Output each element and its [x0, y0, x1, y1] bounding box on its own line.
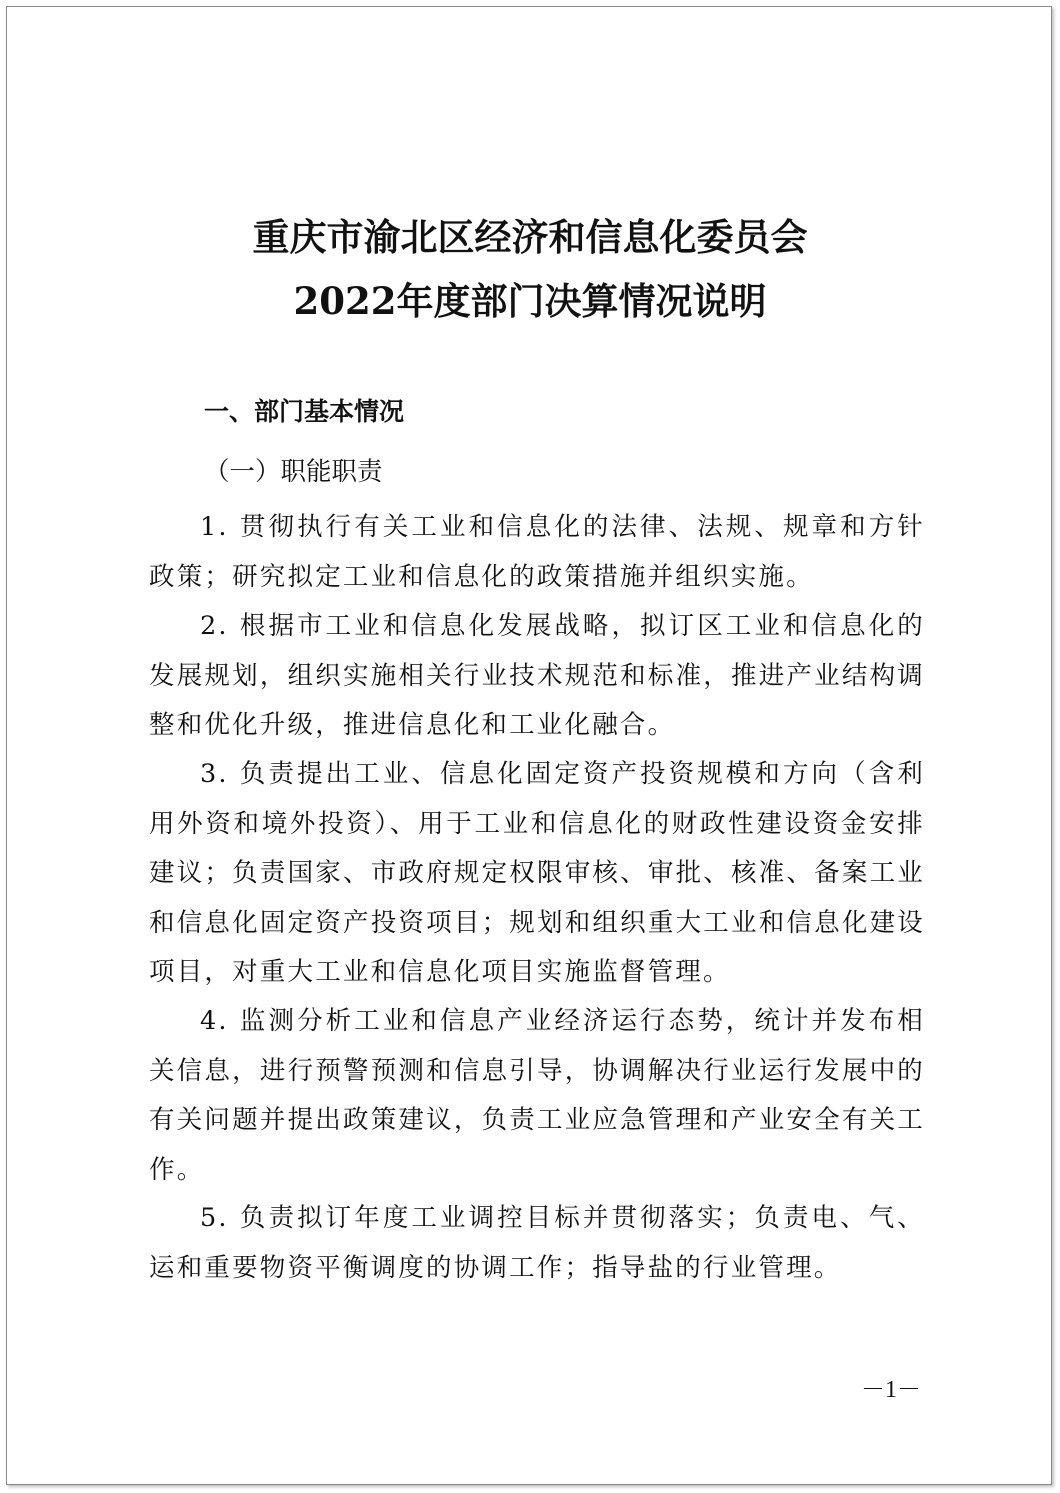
duty-paragraph-3: 3. 负责提出工业、信息化固定资产投资规模和方向（含利用外资和境外投资）、用于工业和信息化的财政性建设资金安排建议；负责国家、市政府规定权限审核、审批、核准、备案工业和信息化固定资产投资项目；规划和组织重大工业和信息化建设项目，对重大工业和信息化项目实施监督管理。: [149, 759, 925, 987]
section-heading-basic-info: 一、部门基本情况: [204, 397, 405, 426]
duty-paragraph-5: 5. 负责拟订年度工业调控目标并贯彻落实；负责电、气、运和重要物资平衡调度的协调工作；指导盐的行业管理。: [149, 1203, 925, 1283]
subsection-heading-duties: （一）职能职责: [204, 457, 383, 487]
page-number: －1－: [861, 1377, 921, 1403]
document-page: [6, 6, 1052, 1485]
document-title-line-2: 2022年度部门决算情况说明: [293, 279, 767, 323]
duty-paragraph-2: 2. 根据市工业和信息化发展战略，拟订区工业和信息化的发展规划，组织实施相关行业技术规范和标准，推进产业结构调整和优化升级，推进信息化和工业化融合。: [149, 611, 925, 740]
document-title-line-1: 重庆市渝北区经济和信息化委员会: [252, 215, 808, 259]
duty-paragraph-4: 4. 监测分析工业和信息产业经济运行态势，统计并发布相关信息，进行预警预测和信息引导，协调解决行业运行发展中的有关问题并提出政策建议，负责工业应急管理和产业安全有关工作。: [149, 1006, 925, 1185]
duty-paragraph-1: 1. 贯彻执行有关工业和信息化的法律、法规、规章和方针政策；研究拟定工业和信息化的政策措施并组织实施。: [149, 512, 925, 592]
